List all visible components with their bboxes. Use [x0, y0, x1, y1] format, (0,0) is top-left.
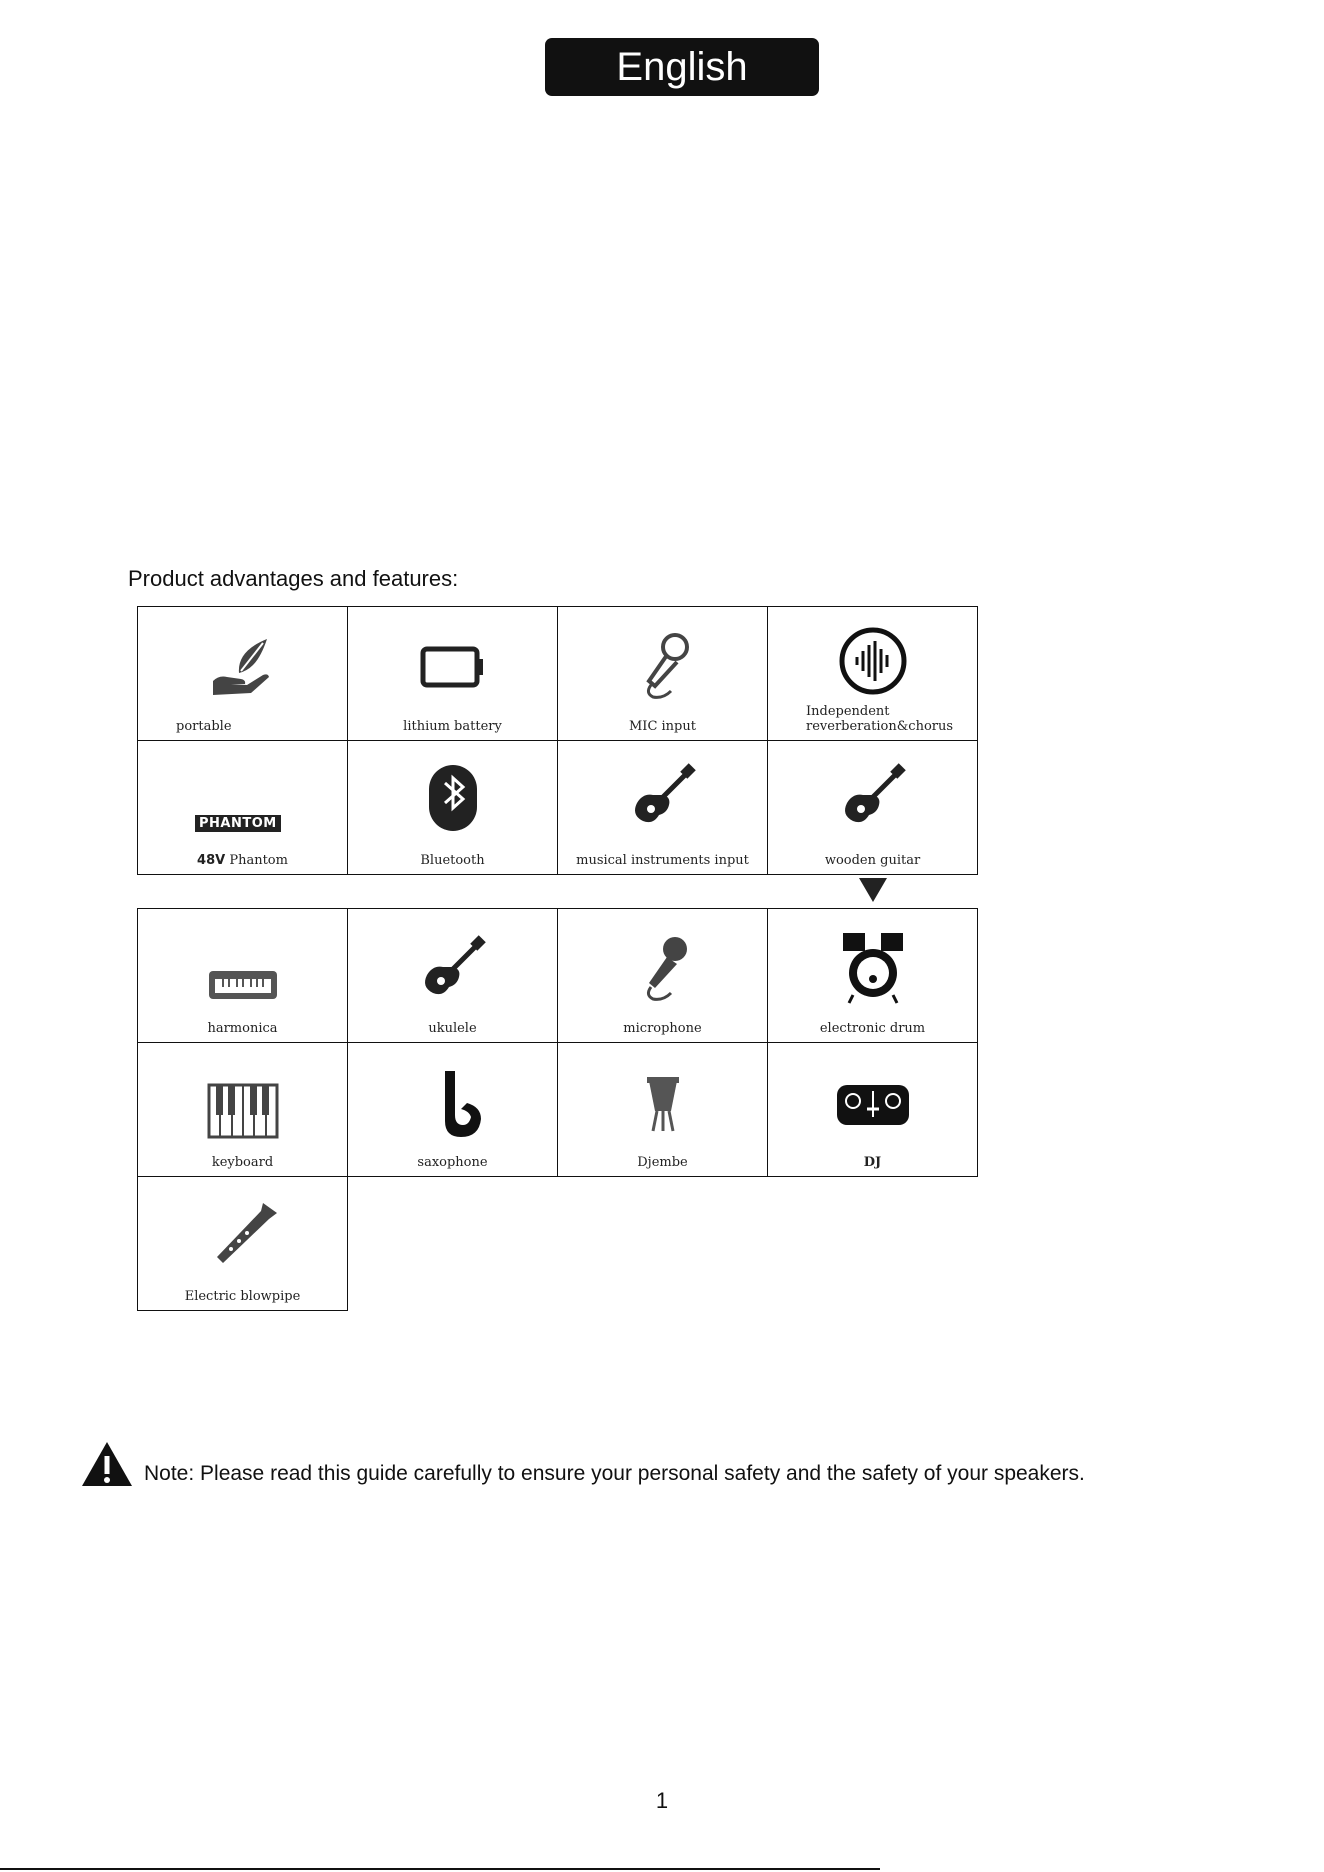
feature-label: portable [176, 719, 232, 734]
microphone-icon [623, 927, 703, 1007]
safety-note [80, 1440, 1085, 1488]
instrument-label: DJ [863, 1155, 882, 1170]
feature-instrument-input [558, 741, 768, 875]
djembe-icon [623, 1061, 703, 1141]
instrument-saxophone [348, 1043, 558, 1177]
sound-wave-icon [833, 625, 913, 705]
feature-label: musical instruments input [576, 853, 749, 868]
feature-mic-input [558, 607, 768, 741]
instrument-label: Djembe [637, 1155, 688, 1170]
feature-label: 48V Phantom [197, 853, 288, 868]
instrument-ukulele [348, 909, 558, 1043]
instrument-label: ukulele [428, 1021, 477, 1036]
phantom-badge: PHANTOM [195, 815, 281, 832]
feature-label: Bluetooth [420, 853, 485, 868]
section-title: Product advantages and features: [128, 566, 459, 591]
harmonica-icon [203, 927, 283, 1007]
microphone-outline-icon [623, 625, 703, 705]
feature-label: Independent reverberation&chorus [806, 704, 954, 734]
saxophone-icon [413, 1061, 493, 1141]
warning-icon [80, 1440, 134, 1488]
instrument-dj [768, 1043, 978, 1177]
bluetooth-icon [413, 759, 493, 839]
instrument-electronic-drum [768, 909, 978, 1043]
feature-lithium-battery [348, 607, 558, 741]
feature-label: lithium battery [403, 719, 502, 734]
page-number: 1 [655, 1788, 669, 1813]
feature-48v-phantom [138, 741, 348, 875]
instrument-label: saxophone [417, 1155, 488, 1170]
instrument-label: harmonica [207, 1021, 278, 1036]
piano-keys-icon [203, 1061, 283, 1141]
battery-icon [413, 625, 493, 705]
guitar-icon [833, 759, 913, 839]
feature-portable [138, 607, 348, 741]
drum-icon [833, 927, 913, 1007]
flute-icon [203, 1195, 283, 1275]
instrument-harmonica [138, 909, 348, 1043]
feature-label: MIC input [629, 719, 696, 734]
instrument-label: keyboard [211, 1155, 274, 1170]
footer-divider [0, 1868, 880, 1870]
dj-mixer-icon [833, 1061, 913, 1141]
guitar-icon [623, 759, 703, 839]
feature-bluetooth [348, 741, 558, 875]
feature-label: wooden guitar [824, 853, 921, 868]
ukulele-icon [413, 927, 493, 1007]
feature-wooden-guitar [768, 741, 978, 875]
instrument-keyboard [138, 1043, 348, 1177]
note-text: Note: Please read this guide carefully to ensure your personal safety and the safety of your speakers. [144, 1462, 1085, 1485]
instrument-electric-blowpipe [138, 1177, 348, 1311]
instrument-microphone [558, 909, 768, 1043]
language-badge: English [545, 38, 819, 96]
hand-leaf-icon [203, 625, 283, 705]
instruments-grid [137, 908, 978, 1311]
instrument-label: Electric blowpipe [184, 1289, 301, 1304]
features-grid [137, 606, 978, 875]
arrow-down-icon [859, 878, 887, 902]
feature-reverb-chorus [768, 607, 978, 741]
instrument-label: electronic drum [819, 1021, 926, 1036]
instrument-djembe [558, 1043, 768, 1177]
instrument-label: microphone [623, 1021, 702, 1036]
